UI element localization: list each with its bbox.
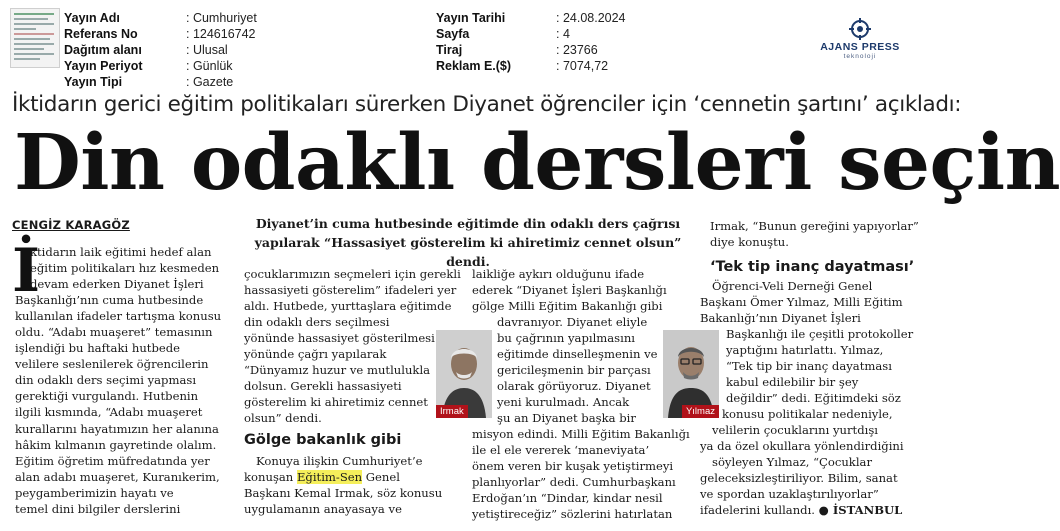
column-4-top [710, 218, 919, 250]
text-line: davranıyor. Diyanet eliyle [497, 315, 648, 329]
meta-value: : 23766 [556, 43, 598, 57]
text-line: uygulamanın anayasaya ve [244, 502, 402, 517]
text-line: dolsun. Gerekli hassasiyeti [244, 379, 402, 394]
text-line: ile el ele vererek ‘maneviyata’ [472, 443, 650, 458]
text-line: devam ederken Diyanet İşleri [30, 277, 204, 292]
logo-subtitle: teknoloji [843, 53, 877, 60]
text-line: laikliğe aykırı olduğunu ifade [472, 267, 645, 281]
text-line: konusu politikalar nedeniyle, [722, 407, 893, 421]
compass-logo-icon [849, 18, 871, 40]
text-line: Başkanı Ömer Yılmaz, Milli Eğitim [700, 295, 903, 310]
text-line: Konuya ilişkin Cumhuriyet’e [256, 454, 423, 468]
text-line: hâkim kılmanın gayretinde olalım. [15, 437, 217, 452]
meta-label: Sayfa [436, 27, 470, 41]
column-1 [15, 244, 221, 517]
metadata-block [0, 0, 800, 90]
text-line: din odaklı ders seçilmesi [244, 315, 390, 330]
meta-label: Yayın Adı [64, 11, 120, 25]
text-line: ktidarın laik eğitimi hedef alan [30, 245, 212, 259]
column-4-c [700, 406, 904, 518]
text-line: işlendiği bu haftaki hutbede [15, 341, 181, 356]
text-line: olsun” dendi. [244, 411, 322, 426]
text-line: ve spordan uzaklaştırılıyorlar” [700, 487, 879, 502]
text-line: ilgili kısmında, “Adabı muaşeret [15, 405, 203, 420]
text-line: söyleyen Yılmaz, “Çocuklar [712, 455, 872, 470]
text-line: Başkanı Kemal Irmak, söz konusu [244, 486, 443, 501]
meta-value: : 24.08.2024 [556, 11, 626, 25]
text-span: konuşan [244, 470, 297, 485]
drop-cap: İ [12, 236, 41, 306]
photo-yilmaz[interactable] [663, 330, 719, 418]
column-4-a [700, 278, 903, 326]
text-line: hassasiyeti gösterelim” ifadeleri yer [244, 283, 457, 298]
text-line: olarak görüyoruz. Diyanet [497, 379, 651, 394]
text-line: oldu. “Adabı muaşeret” temasının [15, 325, 213, 340]
text-line: çocuklarımızın seçmeleri için gerekli [244, 267, 461, 281]
text-line: “Dünyamız huzur ve mutlulukla [244, 363, 431, 378]
logo-name: AJANS PRESS [820, 41, 900, 53]
column-2-after [244, 453, 442, 517]
article-kicker: İktidarın gerici eğitim politikaları sürerken Diyanet öğrenciler için ‘cennetin şartını’ açıkladı: [12, 92, 962, 117]
meta-label: Referans No [64, 27, 138, 41]
text-line: Eğitim öğretim müfredatında yer [15, 453, 210, 468]
text-line: temel dini bilgiler derslerini [15, 501, 181, 516]
meta-value: : 7074,72 [556, 59, 609, 73]
text-line: Başkanlığı ile çeşitli protokoller [726, 327, 914, 341]
text-line: gericileşmenin bir parçası [497, 363, 651, 378]
text-line: planlıyorlar” dedi. Cumhurbaşkanı [472, 475, 676, 490]
article-headline: Din odaklı dersleri seçin [14, 118, 1060, 208]
text-line: şu an Diyanet başka bir [497, 411, 636, 426]
text-line: kabul edilebilir bir şey [726, 375, 859, 390]
text-line: eğitimde dinselleşmenin ve [497, 347, 658, 362]
text-line: “Tek tip bir inanç dayatması [726, 359, 892, 374]
text-line: kurallarını hayatımızın her alanına [15, 421, 219, 436]
text-line: velilerin çocuklarını yurtdışı [712, 423, 878, 438]
subheading-tek-tip: ‘Tek tip inanç dayatması’ [710, 259, 915, 275]
text-line: ya da özel okullara yönlendirdiğini [700, 439, 904, 454]
ajans-press-logo [810, 18, 910, 62]
meta-value: : 124616742 [186, 27, 256, 41]
highlighted-term: Eğitim-Sen [296, 470, 363, 485]
text-line: velilere seslenilerek öğrencilerin [15, 357, 209, 372]
meta-label: Yayın Periyot [64, 59, 143, 73]
text-line: geleceksizleştiriliyor. Bilim, sanat [700, 471, 898, 486]
meta-value: : Cumhuriyet [186, 11, 257, 25]
column-2 [244, 266, 461, 426]
meta-value: : Günlük [186, 59, 233, 73]
column-3-wrap [497, 314, 658, 426]
text-line: değildir” dedi. Eğitimdeki söz [726, 391, 901, 406]
photo-caption: Yılmaz [682, 405, 719, 418]
meta-label: Reklam E.($) [436, 59, 512, 73]
text-line: ederek “Diyanet İşleri Başkanlığı [472, 283, 667, 298]
text-line: aldı. Hutbede, yurttaşlara eğitimde [244, 299, 452, 314]
text-line: Irmak, “Bunun gereğini yapıyorlar” [710, 219, 919, 233]
deck-line: Diyanet’in cuma hutbesinde eğitimde din odaklı ders çağrısı [255, 216, 681, 231]
text-line: gölge Milli Eğitim Bakanlığı gibi [472, 299, 663, 314]
text-line-end [700, 502, 904, 518]
text-line: önem veren bir kuşak yetiştirmeyi [472, 459, 674, 474]
text-line: diye konuştu. [710, 235, 789, 250]
text-line: eğitim politikaları hız kesmeden [30, 261, 220, 276]
article-deck [232, 214, 704, 271]
meta-value: : 4 [556, 27, 570, 41]
text-line: Başkanlığı’nın cuma hutbesinde [15, 293, 204, 308]
meta-label: Tiraj [436, 43, 463, 57]
text-line: Öğrenci-Veli Derneği Genel [712, 279, 873, 293]
text-line: yetiştireceğiz” sözlerini hatırlatan [472, 507, 673, 522]
text-line-highlight [244, 469, 442, 485]
photo-irmak[interactable] [436, 330, 492, 418]
text-line: kullanılan ifadeler tartışma konusu [15, 309, 222, 324]
meta-value: : Ulusal [186, 43, 228, 57]
text-line: yaptığını hatırlattı. Yılmaz, [726, 343, 884, 358]
text-line: yönünde hassasiyet gösterilmesi [244, 331, 435, 346]
text-line: din odaklı ders seçimi yapması [15, 373, 197, 388]
column-3-bottom [472, 426, 690, 522]
text-line: gösterelim ki ahiretimiz cennet [244, 395, 428, 410]
text-line: alan adabı muaşeret, Kuranıkerim, [15, 469, 220, 484]
dateline-signoff: ● İSTANBUL [818, 503, 903, 518]
text-line: peygamberimizin hayatı ve [15, 485, 174, 500]
meta-label: Dağıtım alanı [64, 43, 142, 57]
text-span: Genel [362, 470, 400, 485]
subheading-golge: Gölge bakanlık gibi [244, 432, 402, 448]
meta-label: Yayın Tarihi [436, 11, 506, 25]
text-line: Erdoğan’ın “Dindar, kindar nesil [472, 491, 663, 506]
text-line: Bakanlığı’nın Diyanet İşleri [700, 311, 861, 326]
text-line: bu çağrının yapılmasını [497, 331, 636, 346]
column-3-top [472, 266, 667, 314]
photo-caption: Irmak [436, 405, 468, 418]
text-line: yeni kurulmadı. Ancak [497, 395, 630, 410]
text-span: ifadelerini kullandı. [700, 503, 815, 518]
text-line: gerektiği vurgulandı. Hutbenin [15, 389, 199, 404]
text-line: yönünde çağrı yapılarak [244, 347, 387, 362]
column-4-b [726, 326, 913, 406]
meta-label: Yayın Tipi [64, 75, 123, 89]
text-line: misyon edindi. Milli Eğitim Bakanlığı [472, 427, 690, 441]
article-byline: CENGİZ KARAGÖZ [12, 218, 130, 232]
deck-line: yapılarak “Hassasiyet gösterelim ki ahiretimiz cennet olsun” dendi. [254, 235, 682, 269]
meta-value: : Gazete [186, 75, 234, 89]
